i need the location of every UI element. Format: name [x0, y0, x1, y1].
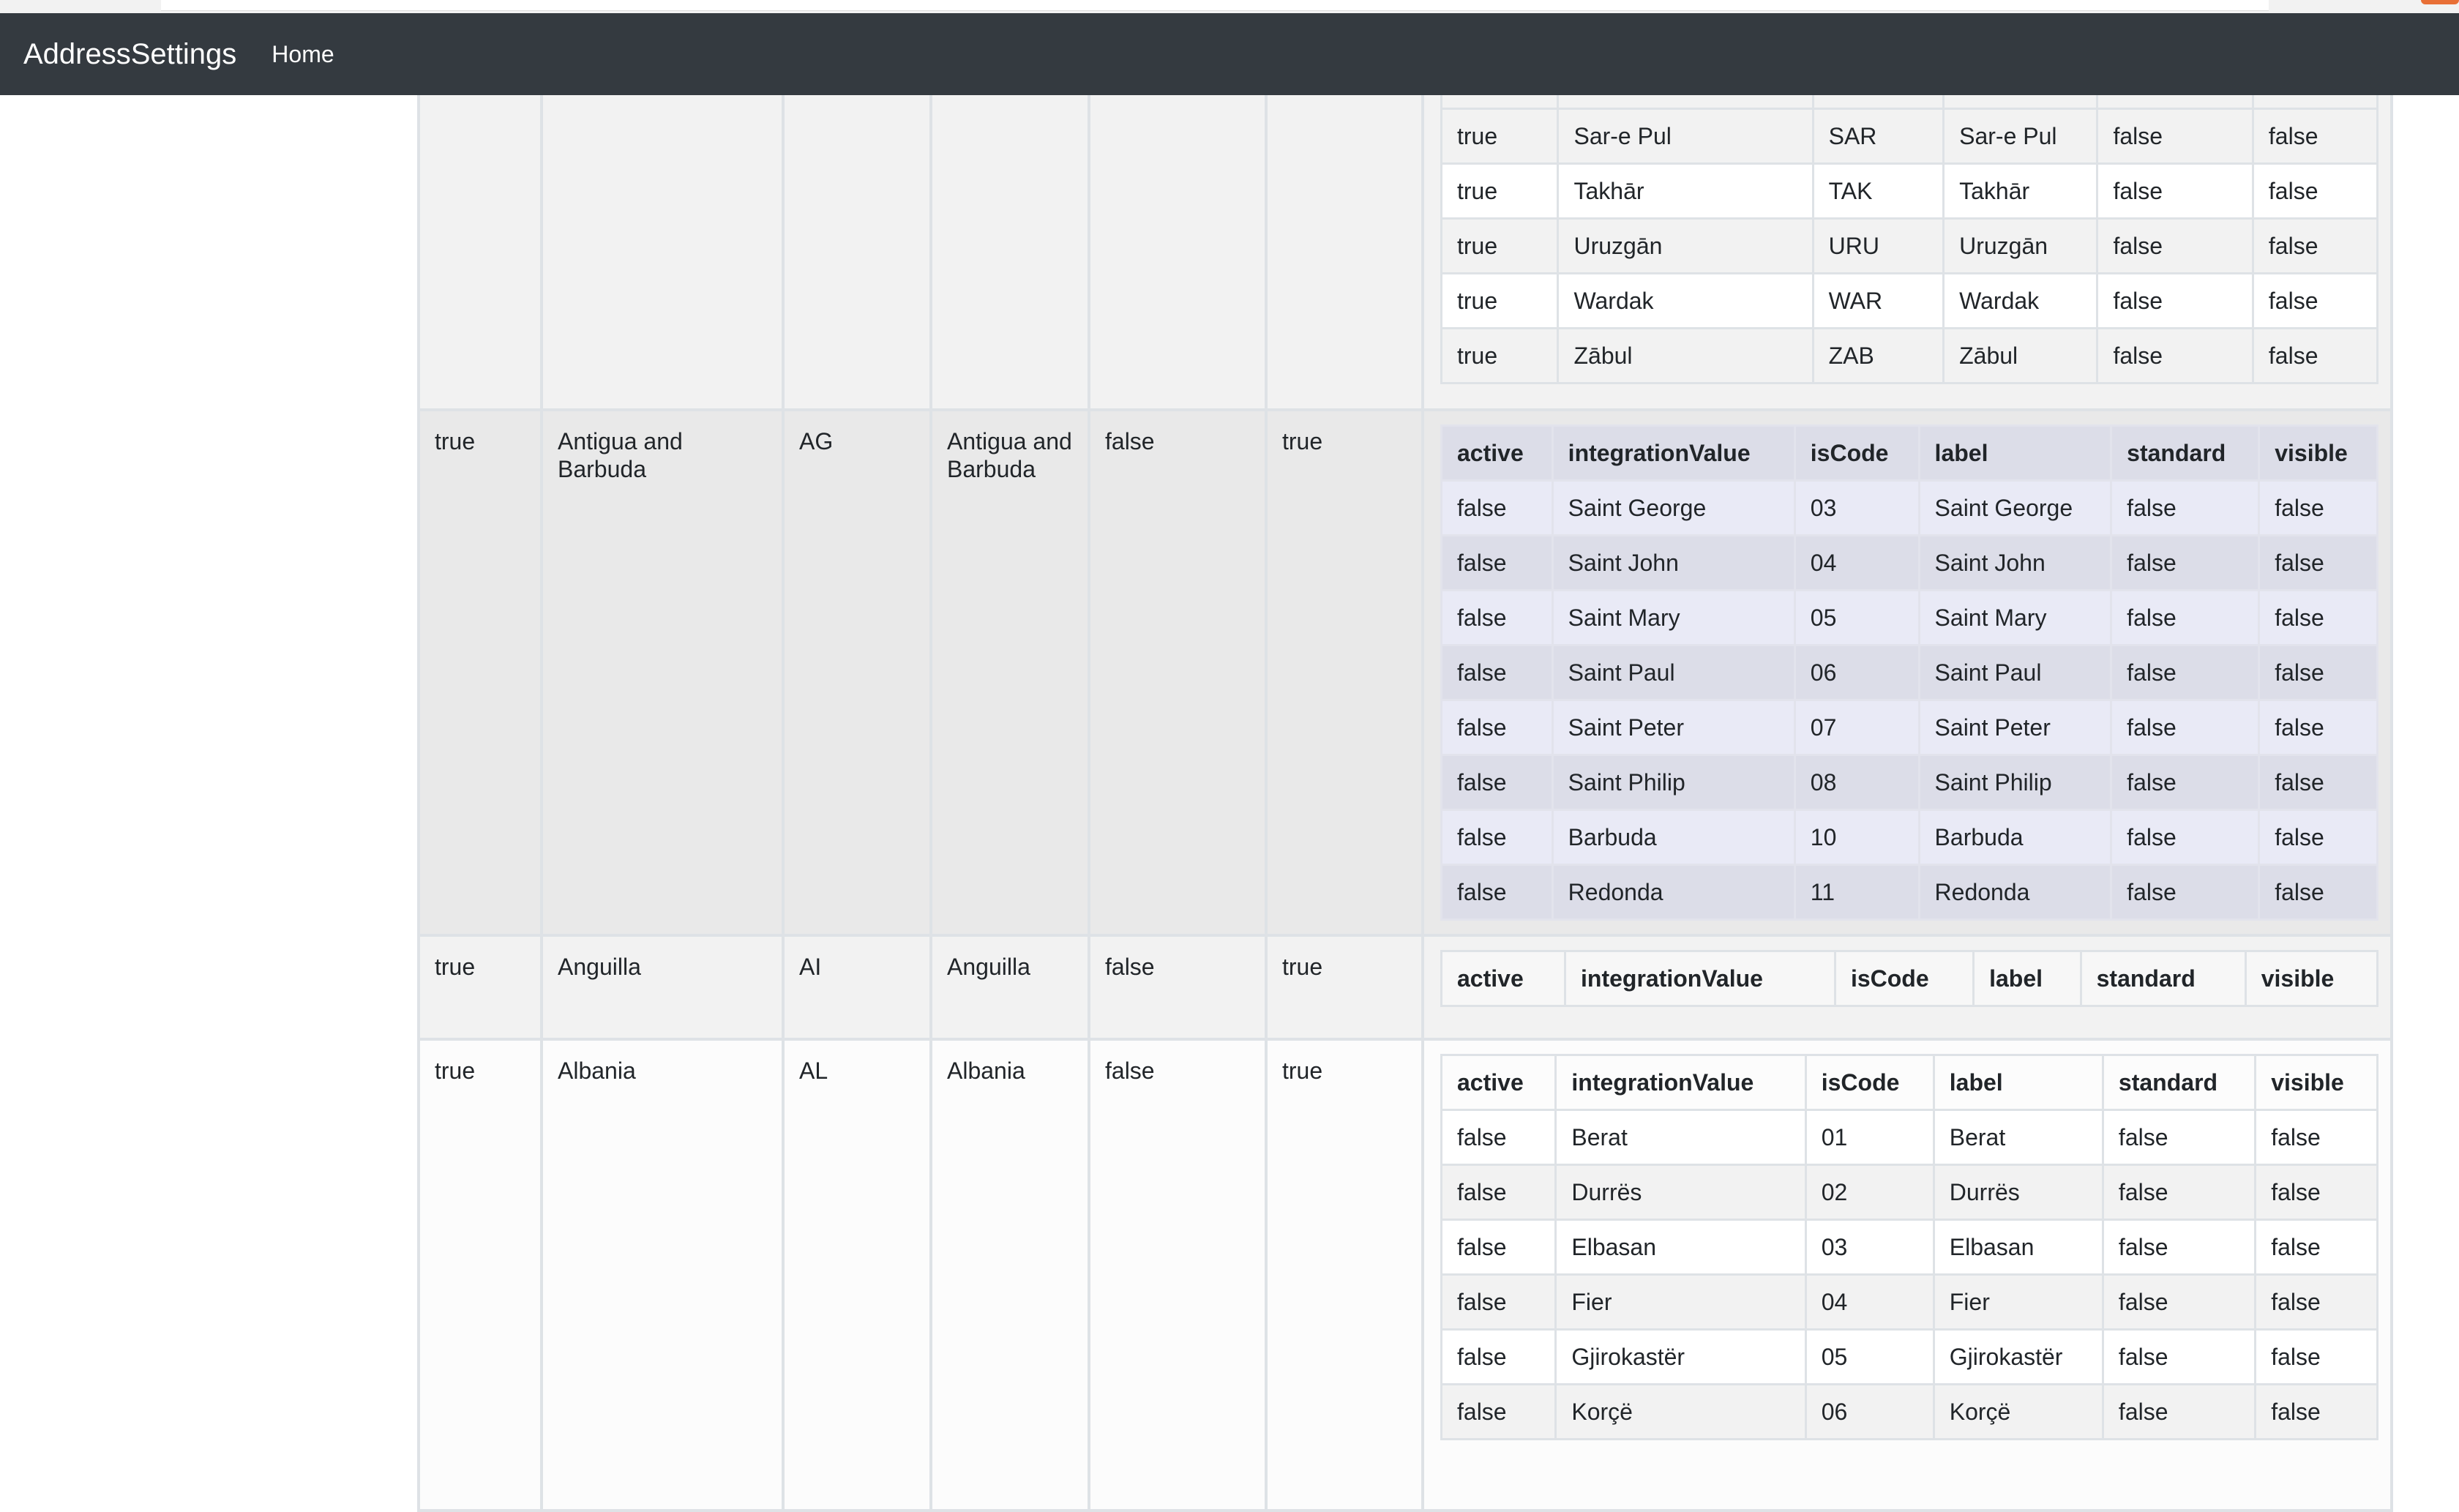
browser-address-strip	[161, 0, 2269, 11]
address-settings-table	[417, 95, 2393, 1425]
country-name: Albania	[543, 1041, 785, 1509]
country-label: Anguilla	[932, 937, 1090, 1038]
states-table	[1440, 424, 2378, 921]
country-label: Antigua and Barbuda	[932, 411, 1090, 934]
state-row: true Sar-e Pul SAR Sar-e Pul false false	[1442, 109, 2378, 164]
states-table	[1440, 950, 2378, 1007]
country-active: true	[417, 937, 543, 1038]
state-row: false Gjirokastër 05 Gjirokastër false false	[1442, 1330, 2378, 1385]
state-row: false Saint George 03 Saint George false false	[1442, 481, 2378, 536]
country-name: Antigua and Barbuda	[543, 411, 785, 934]
state-row: false Berat 01 Berat false false	[1442, 1110, 2378, 1165]
country-standard: false	[1090, 937, 1268, 1038]
state-row: true Wardak WAR Wardak false false	[1442, 274, 2378, 329]
state-row: false Barbuda 10 Barbuda false false	[1442, 810, 2378, 865]
state-row: false Korçë 06 Korçë false false	[1442, 1385, 2378, 1440]
table-row	[417, 95, 2393, 411]
state-row: false Saint Philip 08 Saint Philip false false	[1442, 755, 2378, 810]
table-row	[417, 1041, 2393, 1512]
browser-top-strip	[0, 0, 2459, 13]
country-visible: true	[1268, 411, 1424, 934]
state-row: true Uruzgān URU Uruzgān false false	[1442, 219, 2378, 274]
brand-link[interactable]: AddressSettings	[23, 37, 237, 70]
state-row: true Takhār TAK Takhār false false	[1442, 164, 2378, 219]
table-row	[417, 411, 2393, 937]
state-row: false Saint Mary 05 Saint Mary false false	[1442, 591, 2378, 645]
states-header-row: active integrationValue isCode label standard visible	[1442, 426, 2378, 481]
country-code: AG	[785, 411, 932, 934]
state-row: true Zābul ZAB Zābul false false	[1442, 329, 2378, 383]
state-row: false Elbasan 03 Elbasan false false	[1442, 1220, 2378, 1275]
country-code: AL	[785, 1041, 932, 1509]
states-header-row: active integrationValue isCode label standard visible	[1442, 1055, 2378, 1110]
state-row: false Saint Paul 06 Saint Paul false false	[1442, 645, 2378, 700]
country-standard: false	[1090, 1041, 1268, 1509]
country-standard: false	[1090, 411, 1268, 934]
country-visible: true	[1268, 1041, 1424, 1509]
browser-indicator	[2421, 0, 2459, 4]
state-row: false Redonda 11 Redonda false false	[1442, 865, 2378, 920]
states-table	[1440, 1054, 2378, 1440]
country-label: Albania	[932, 1041, 1090, 1509]
country-active: true	[417, 411, 543, 934]
states-table	[1440, 53, 2378, 384]
country-visible: true	[1268, 937, 1424, 1038]
country-name: Anguilla	[543, 937, 785, 1038]
state-row: false Durrës 02 Durrës false false	[1442, 1165, 2378, 1220]
country-active: true	[417, 1041, 543, 1509]
state-row: false Fier 04 Fier false false	[1442, 1275, 2378, 1330]
state-row: false Saint Peter 07 Saint Peter false false	[1442, 700, 2378, 755]
states-header-row: active integrationValue isCode label standard visible	[1442, 951, 2378, 1006]
table-row	[417, 937, 2393, 1041]
navbar	[0, 13, 2459, 95]
country-code: AI	[785, 937, 932, 1038]
state-row: false Saint John 04 Saint John false false	[1442, 536, 2378, 591]
nav-home-link[interactable]: Home	[272, 40, 334, 67]
